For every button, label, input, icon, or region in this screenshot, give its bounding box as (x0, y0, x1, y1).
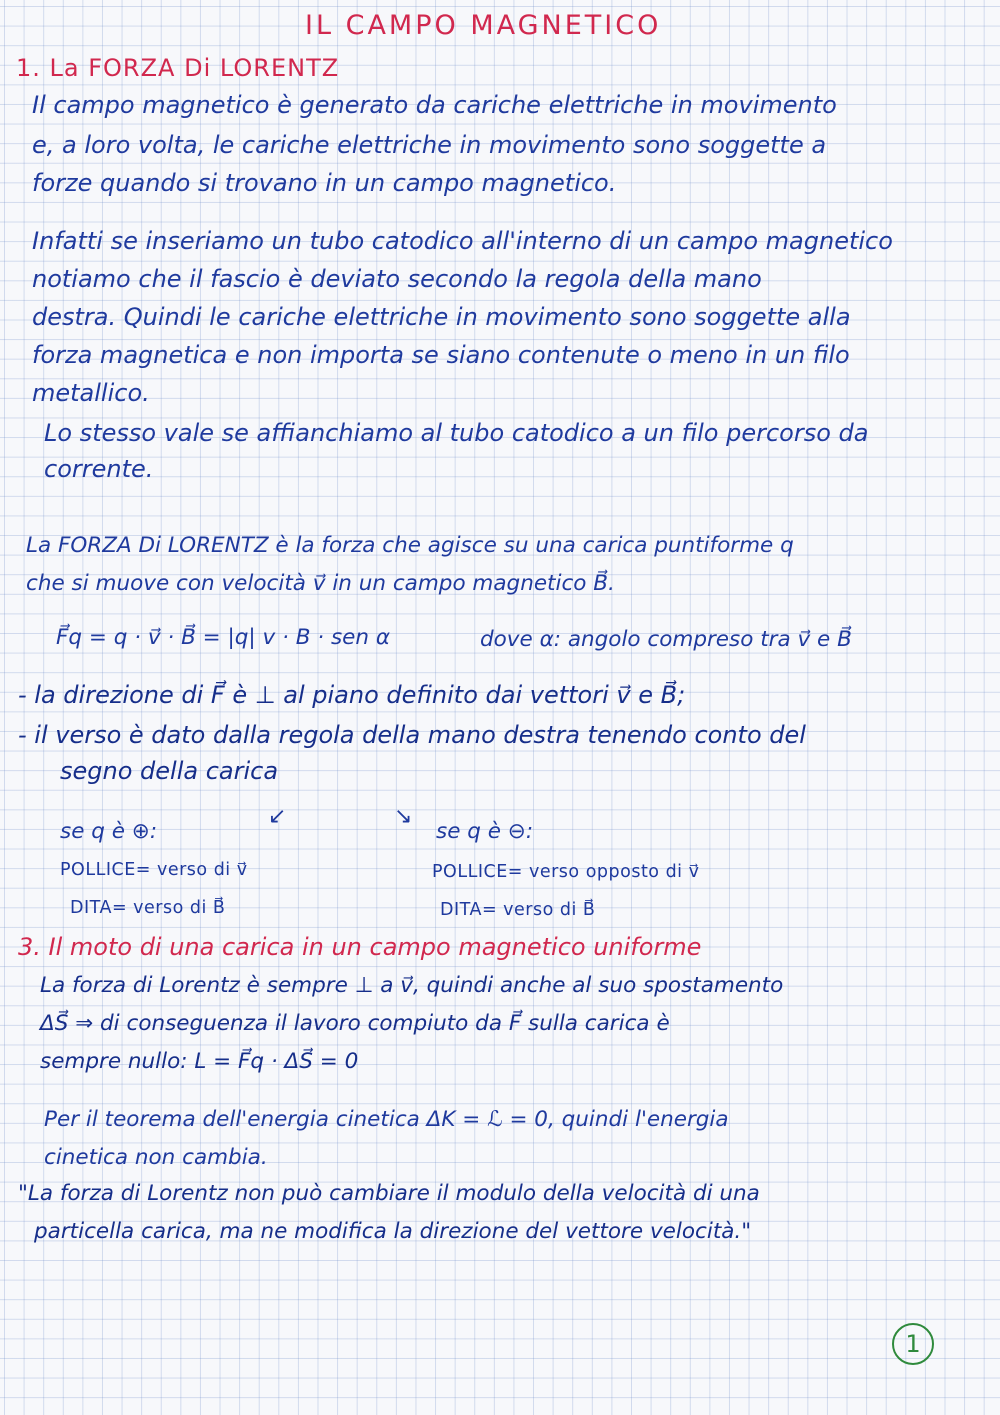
text-line: che si muove con velocità v⃗ in un campo magnetico B⃗. (26, 571, 615, 596)
bullet-direction: - la direzione di F⃗ è ⊥ al piano definito dai vettori v⃗ e B⃗; (18, 681, 686, 709)
section-heading-lorentz: 1. La FORZA Di LORENTZ (16, 54, 340, 82)
text-line: notiamo che il fascio è deviato secondo la regola della mano (32, 265, 762, 293)
text-line: forze quando si trovano in un campo magnetico. (32, 169, 617, 197)
text-line: Infatti se inseriamo un tubo catodico all'interno di un campo magnetico (32, 227, 893, 255)
bullet-verso: - il verso è dato dalla regola della mano destra tenendo conto del (18, 721, 806, 749)
case-positive-fingers: DITA= verso di B⃗ (70, 898, 226, 918)
case-negative-thumb: POLLICE= verso opposto di v⃗ (432, 862, 700, 882)
text-line: Lo stesso vale se affianchiamo al tubo catodico a un filo percorso da (44, 419, 869, 447)
quote-line: "La forza di Lorentz non può cambiare il modulo della velocità di una (18, 1181, 760, 1206)
text-line: corrente. (44, 455, 154, 483)
work-formula: sempre nullo: L = F⃗q · ΔS⃗ = 0 (40, 1049, 359, 1074)
text-line: La forza di Lorentz è sempre ⊥ a v⃗, quindi anche al suo spostamento (40, 973, 784, 998)
lorentz-formula: F⃗q = q · v⃗ · B⃗ = |q| v · B · sen α (56, 625, 391, 650)
text-line: metallico. (32, 379, 150, 407)
section-heading-uniform-field: 3. Il moto di una carica in un campo magnetico uniforme (18, 933, 702, 961)
bullet-verso-cont: segno della carica (60, 757, 279, 785)
page-title: IL CAMPO MAGNETICO (305, 10, 662, 41)
text-line: destra. Quindi le cariche elettriche in movimento sono soggette alla (32, 303, 851, 331)
case-positive-title: se q è ⊕: (60, 819, 158, 844)
text-line: e, a loro volta, le cariche elettriche in movimento sono soggette a (32, 131, 827, 159)
text-line: Per il teorema dell'energia cinetica ΔK = ℒ = 0, quindi l'energia (44, 1107, 729, 1132)
formula-note: dove α: angolo compreso tra v⃗ e B⃗ (480, 627, 852, 652)
text-line: La FORZA Di LORENTZ è la forza che agisce su una carica puntiforme q (26, 533, 794, 558)
arrow-down-left-icon: ↙ (268, 804, 287, 829)
text-line: forza magnetica e non importa se siano contenute o meno in un filo (32, 341, 850, 369)
case-negative-title: se q è ⊖: (436, 819, 534, 844)
quote-line: particella carica, ma ne modifica la direzione del vettore velocità." (34, 1219, 752, 1244)
case-positive-thumb: POLLICE= verso di v⃗ (60, 860, 248, 880)
arrow-down-right-icon: ↘ (394, 804, 413, 829)
text-line: ΔS⃗ ⇒ di conseguenza il lavoro compiuto da F⃗ sulla carica è (40, 1011, 670, 1036)
page-number: 1 (892, 1323, 934, 1365)
text-line: Il campo magnetico è generato da cariche elettriche in movimento (32, 91, 837, 119)
text-line: cinetica non cambia. (44, 1145, 268, 1170)
case-negative-fingers: DITA= verso di B⃗ (440, 900, 596, 920)
